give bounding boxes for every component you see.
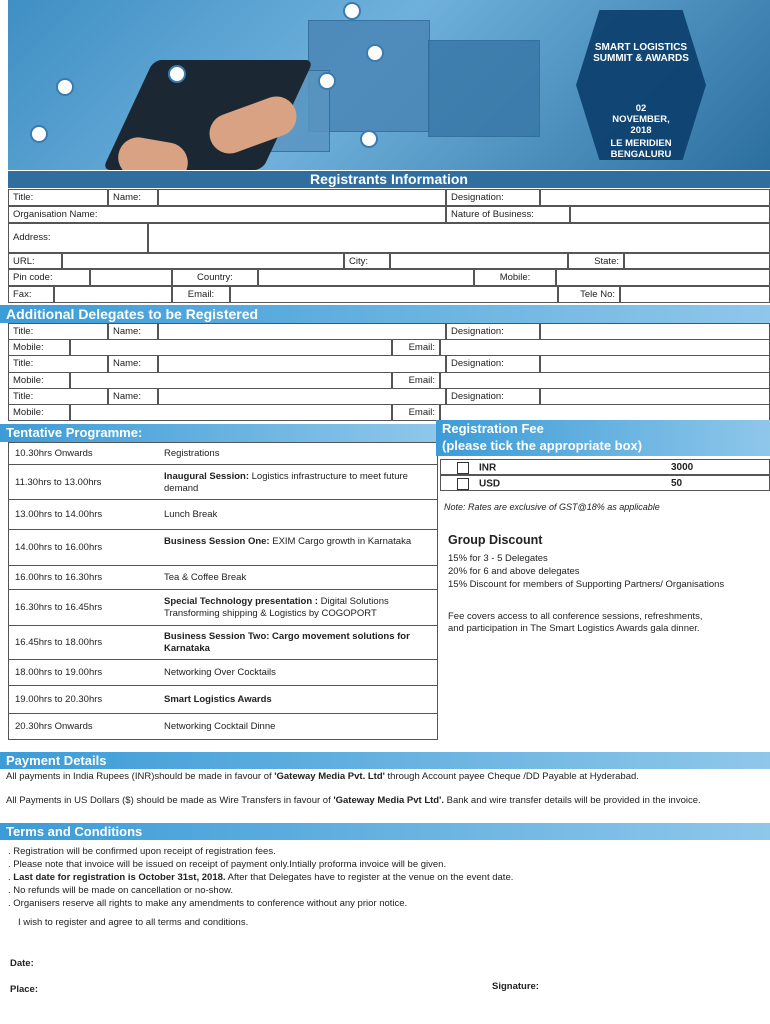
designation-field[interactable] bbox=[540, 189, 770, 206]
inr-label: INR bbox=[479, 462, 497, 474]
delegate-name-field[interactable] bbox=[158, 355, 446, 372]
delegate-name-label: Name: bbox=[108, 388, 158, 405]
nature-label: Nature of Business: bbox=[446, 206, 570, 223]
agree-text: I wish to register and agree to all terms and conditions. bbox=[18, 917, 249, 928]
programme-description bbox=[164, 572, 414, 584]
fax-label: Fax: bbox=[8, 286, 54, 303]
terms-item: . Organisers reserve all rights to make any amendments to conference without any prior notice. bbox=[8, 898, 408, 909]
programme-description bbox=[164, 448, 414, 460]
delegate-designation-label: Designation: bbox=[446, 355, 540, 372]
delegate-mobile-field[interactable] bbox=[70, 339, 392, 356]
programme-time: 13.00hrs to 14.00hrs bbox=[15, 509, 103, 520]
fee-option-usd[interactable] bbox=[440, 475, 770, 491]
usd-checkbox[interactable] bbox=[457, 478, 469, 490]
nature-field[interactable] bbox=[570, 206, 770, 223]
programme-session-detail: Lunch Break bbox=[164, 509, 218, 520]
payment-usd-post: Bank and wire transfer details will be provided in the invoice. bbox=[444, 795, 701, 806]
payment-inr-pre: All payments in India Rupees (INR)should be made in favour of bbox=[6, 771, 275, 782]
inr-checkbox[interactable] bbox=[457, 462, 469, 474]
programme-row bbox=[8, 464, 438, 500]
programme-session-title: Inaugural Session: bbox=[164, 470, 249, 482]
delegate-mobile-label: Mobile: bbox=[8, 339, 70, 356]
payment-inr-text bbox=[6, 771, 726, 783]
date-label: Date: bbox=[10, 958, 34, 969]
usd-label: USD bbox=[479, 478, 501, 490]
container-stack-graphic bbox=[428, 40, 540, 137]
fee-option-inr[interactable] bbox=[440, 459, 770, 475]
programme-time: 10.30hrs Onwards bbox=[15, 448, 93, 459]
programme-time: 18.00hrs to 19.00hrs bbox=[15, 667, 103, 678]
payment-inr-payee: 'Gateway Media Pvt. Ltd' bbox=[274, 771, 385, 782]
programme-description bbox=[164, 721, 414, 733]
place-label: Place: bbox=[10, 984, 38, 995]
delegate-name-field[interactable] bbox=[158, 388, 446, 405]
terms-heading: Terms and Conditions bbox=[0, 823, 770, 840]
programme-row bbox=[8, 685, 438, 714]
delegate-name-field[interactable] bbox=[158, 323, 446, 340]
programme-session-title: Business Session One: bbox=[164, 536, 270, 547]
event-date-day: 02 bbox=[635, 103, 647, 114]
location-pin-icon bbox=[343, 2, 361, 20]
group-discount-line: 15% for 3 - 5 Delegates bbox=[448, 553, 548, 564]
delegate-mobile-field[interactable] bbox=[70, 372, 392, 389]
delegate-mobile-field[interactable] bbox=[70, 404, 392, 421]
delegate-designation-label: Designation: bbox=[446, 388, 540, 405]
programme-session-detail: Networking Cocktail Dinne bbox=[164, 721, 276, 732]
payment-usd-pre: All Payments in US Dollars ($) should be made as Wire Transfers in favour of bbox=[6, 795, 334, 806]
title-label: Title: bbox=[8, 189, 108, 206]
location-pin-icon bbox=[30, 125, 48, 143]
programme-row bbox=[8, 565, 438, 590]
programme-session-title: Special Technology presentation : bbox=[164, 596, 318, 607]
fee-covers-text: Fee covers access to all conference sessions, refreshments, and participation in The Smart Logistics Awards gala dinner. bbox=[448, 611, 703, 634]
programme-time: 16.00hrs to 16.30hrs bbox=[15, 572, 103, 583]
programme-time: 16.45hrs to 18.00hrs bbox=[15, 637, 103, 648]
delegate-email-label: Email: bbox=[392, 372, 440, 389]
programme-session-detail: Tea & Coffee Break bbox=[164, 572, 247, 583]
fax-field[interactable] bbox=[54, 286, 172, 303]
programme-table bbox=[8, 442, 438, 748]
programme-session-detail: EXIM Cargo growth in Karnataka bbox=[269, 536, 412, 547]
city-label: City: bbox=[344, 253, 390, 269]
address-label: Address: bbox=[8, 223, 148, 253]
programme-time: 19.00hrs to 20.30hrs bbox=[15, 694, 103, 705]
tele-field[interactable] bbox=[620, 286, 770, 303]
programme-description bbox=[164, 596, 414, 620]
programme-row bbox=[8, 625, 438, 660]
tele-label: Tele No: bbox=[558, 286, 620, 303]
delegate-title-label: Title: bbox=[8, 355, 108, 372]
programme-description bbox=[164, 471, 414, 495]
country-field[interactable] bbox=[258, 269, 474, 286]
organisation-label: Organisation Name: bbox=[13, 209, 98, 220]
address-field[interactable] bbox=[148, 223, 770, 253]
delegates-table bbox=[8, 323, 770, 420]
programme-description bbox=[164, 667, 414, 679]
last-date-bold: Last date for registration is October 31st, 2018. bbox=[13, 872, 226, 883]
programme-time: 20.30hrs Onwards bbox=[15, 721, 93, 732]
programme-session-detail: Registrations bbox=[164, 448, 220, 459]
payment-usd-payee: 'Gateway Media Pvt Ltd'. bbox=[333, 795, 444, 806]
fee-heading-line2: (please tick the appropriate box) bbox=[442, 438, 643, 453]
programme-time: 11.30hrs to 13.00hrs bbox=[15, 476, 102, 488]
signature-label: Signature: bbox=[492, 981, 539, 992]
event-logo bbox=[580, 42, 702, 64]
delegate-email-field[interactable] bbox=[440, 404, 770, 421]
delegate-email-field[interactable] bbox=[440, 372, 770, 389]
fee-heading bbox=[436, 420, 770, 456]
event-venue-line1: LE MERIDIEN bbox=[610, 138, 672, 149]
terms-item: . Registration will be confirmed upon receipt of registration fees. bbox=[8, 846, 276, 857]
organisation-field[interactable] bbox=[8, 206, 446, 223]
location-pin-icon bbox=[168, 65, 186, 83]
terms-item: . Please note that invoice will be issued on receipt of payment only.Intially proforma invoice will be given. bbox=[8, 859, 447, 870]
location-pin-icon bbox=[56, 78, 74, 96]
pin-field[interactable] bbox=[90, 269, 172, 286]
terms-item-last-date: . Last date for registration is October 31st, 2018. After that Delegates have to register at the venue on the event date. bbox=[8, 872, 514, 883]
location-pin-icon bbox=[366, 44, 384, 62]
location-pin-icon bbox=[360, 130, 378, 148]
delegate-title-label: Title: bbox=[8, 388, 108, 405]
programme-description bbox=[164, 694, 414, 706]
mobile-label: Mobile: bbox=[474, 269, 556, 286]
state-label: State: bbox=[568, 253, 624, 269]
fee-heading-line1: Registration Fee bbox=[442, 421, 544, 436]
event-date-month: NOVEMBER, bbox=[612, 114, 670, 125]
delegate-email-field[interactable] bbox=[440, 339, 770, 356]
group-discount-heading: Group Discount bbox=[448, 533, 543, 547]
delegate-mobile-label: Mobile: bbox=[8, 372, 70, 389]
programme-row bbox=[8, 659, 438, 686]
pin-label: Pin code: bbox=[8, 269, 90, 286]
fee-note: Note: Rates are exclusive of GST@18% as applicable bbox=[444, 502, 660, 512]
delegate-name-label: Name: bbox=[108, 323, 158, 340]
country-label: Country: bbox=[172, 269, 258, 286]
programme-row bbox=[8, 499, 438, 530]
location-pin-icon bbox=[318, 72, 336, 90]
delegate-email-label: Email: bbox=[392, 339, 440, 356]
programme-row bbox=[8, 529, 438, 566]
event-venue-line2: BENGALURU bbox=[610, 149, 672, 160]
delegate-designation-field[interactable] bbox=[540, 388, 770, 405]
programme-session-title: Smart Logistics Awards bbox=[164, 694, 272, 705]
event-name-line1: SMART LOGISTICS bbox=[594, 42, 688, 53]
delegate-designation-field[interactable] bbox=[540, 355, 770, 372]
mobile-field[interactable] bbox=[556, 269, 770, 286]
payment-inr-post: through Account payee Cheque /DD Payable at Hyderabad. bbox=[384, 771, 639, 782]
email-label: Email: bbox=[172, 286, 230, 303]
name-label: Name: bbox=[108, 189, 158, 206]
usd-amount: 50 bbox=[671, 478, 683, 489]
email-field[interactable] bbox=[230, 286, 558, 303]
programme-session-detail: Networking Over Cocktails bbox=[164, 667, 276, 678]
payment-usd-text bbox=[6, 795, 726, 807]
programme-session-detail: Digital Solutions Transforming shipping & Logistics by COGOPORT bbox=[164, 596, 389, 619]
event-banner bbox=[8, 0, 770, 170]
registrants-heading: Registrants Information bbox=[8, 171, 770, 188]
delegates-heading: Additional Delegates to be Registered bbox=[0, 305, 770, 323]
programme-description bbox=[164, 631, 414, 655]
group-discount-line: 15% Discount for members of Supporting Partners/ Organisations bbox=[448, 579, 725, 590]
programme-session-title: Business Session Two: Cargo movement solutions for Karnataka bbox=[164, 631, 410, 654]
last-date-rest: After that Delegates have to register at the venue on the event date. bbox=[225, 872, 514, 883]
programme-heading: Tentative Programme: bbox=[0, 424, 436, 442]
programme-session-detail: Logistics infrastructure to meet future demand bbox=[164, 470, 408, 494]
url-field[interactable] bbox=[62, 253, 344, 269]
programme-time: 16.30hrs to 16.45hrs bbox=[15, 602, 103, 613]
url-label: URL: bbox=[8, 253, 62, 269]
event-date bbox=[580, 103, 702, 160]
programme-time: 14.00hrs to 16.00hrs bbox=[15, 542, 103, 553]
event-date-year: 2018 bbox=[630, 125, 652, 136]
delegate-email-label: Email: bbox=[392, 404, 440, 421]
delegate-designation-label: Designation: bbox=[446, 323, 540, 340]
programme-row bbox=[8, 589, 438, 626]
group-discount-line: 20% for 6 and above delegates bbox=[448, 566, 580, 577]
event-name-line2: SUMMIT & AWARDS bbox=[593, 53, 689, 64]
terms-item: . No refunds will be made on cancellation or no-show. bbox=[8, 885, 233, 896]
delegate-mobile-label: Mobile: bbox=[8, 404, 70, 421]
programme-row bbox=[8, 713, 438, 740]
city-field[interactable] bbox=[390, 253, 568, 269]
designation-label: Designation: bbox=[446, 189, 540, 206]
programme-description bbox=[164, 536, 414, 548]
delegate-name-label: Name: bbox=[108, 355, 158, 372]
inr-amount: 3000 bbox=[671, 462, 694, 473]
name-field[interactable] bbox=[158, 189, 446, 206]
delegate-title-label: Title: bbox=[8, 323, 108, 340]
programme-description bbox=[164, 509, 414, 521]
state-field[interactable] bbox=[624, 253, 770, 269]
programme-row bbox=[8, 442, 438, 465]
delegate-designation-field[interactable] bbox=[540, 323, 770, 340]
payment-heading: Payment Details bbox=[0, 752, 770, 769]
